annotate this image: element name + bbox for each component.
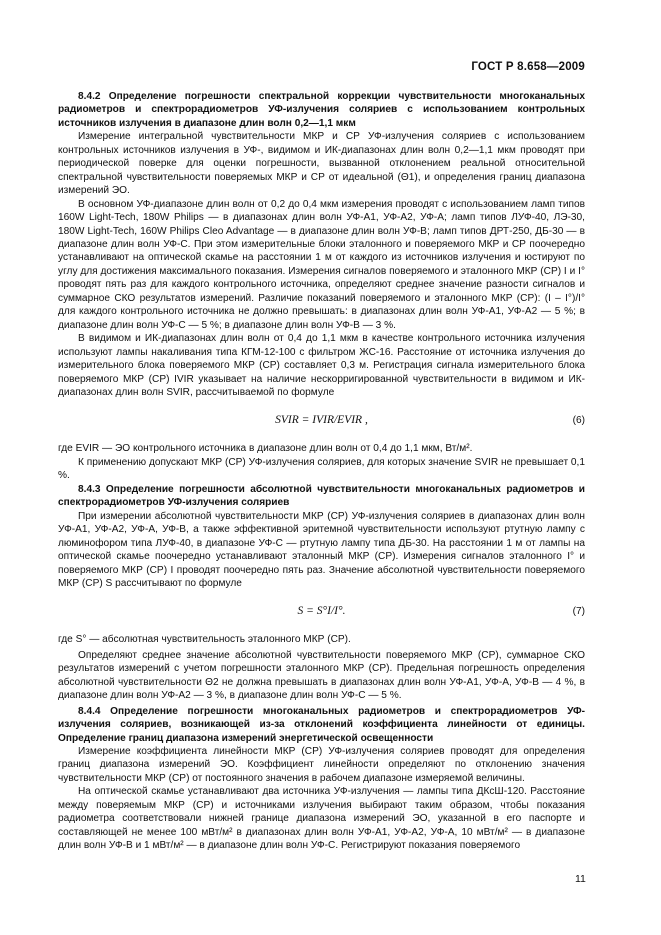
formula-6-expression: SVIR = IVIR/EVIR , [275,414,368,427]
formula-6 [58,414,585,428]
formula-7 [58,605,585,619]
section-heading-8-4-2: 8.4.2 Определение погрешности спектральной коррекции чувствительности многоканальных радиометров и спектрорадиометров УФ-излучения соляриев с использованием контрольных источников излучения в диапазоне длин волн 0,2—1,1 мкм [58,91,585,129]
formula-explanation: где EVIR — ЭО контрольного источника в диапазоне длин волн от 0,4 до 1,1 мкм, Вт/м². [58,443,473,455]
paragraph: К применению допускают МКР (СР) УФ-излучения соляриев, для которых значение SVIR не превышает 0,1 %. [58,456,585,482]
section-heading-8-4-4: 8.4.4 Определение погрешности многоканальных радиометров и спектрорадиометров УФ-излучения соляриев, возникающей из-за отклонений коэффициента линейности от единицы. Определение границ диапазона измерений энергетической освещенности [58,705,585,744]
paragraph: В основном УФ-диапазоне длин волн от 0,2 до 0,4 мкм измерения проводят с использованием ламп типов 160W Light-Tech, 180W Philips — в диапазонах длин волн УФ-А1, УФ-А2, УФ-А; ламп типов ЛУФ-40, ЛЭ-30, 180W Light-Tech, 160W Philips Cleo Advantage — в диапазоне длин волн УФ-В; ламп типов ДРТ-250, ДБ-30 — в диапазоне длин волн УФ-С. При этом измерительные блоки эталонного и поверяемого МКР и СР поочередно устанавливают на оптической скамье на расстоянии 1 м от каждого из источников излучения и юстируют по углу для достижения максимального показания. Измерения сигналов поверяемого и эталонного МКР (СР) I и I° проводят пять раз для каждого контрольного источника, определяют среднее значение разности сигналов и суммарное СКО результатов измерений. Различие показаний поверяемого и эталонного МКР (СР): (I – I°)/I° для каждого контрольного источника не должно превышать: в диапазонах длин волн УФ-А1, УФ-А2 — 5 %; в диапазоне длин волн УФ-С — 5 %; в диапазоне длин волн УФ-В — 3 %. [58,198,585,331]
paragraph: При измерении абсолютной чувствительности МКР (СР) УФ-излучения соляриев в диапазонах длин волн УФ-А1, УФ-А2, УФ-А, УФ-В, а также эффективной эритемной чувствительности используют ртутную лампу с люминофором типа ЛУФ-40, в диапазоне УФ-С — ртутную лампу типа ДБ-30. На расстоянии 1 м от лампы на оптической скамье поочередно устанавливают эталонный МКР (СР). Измерения сигналов эталонного I° и поверяемого МКР (СР) I проводят поочередно пять раз. Значение абсолютной чувствительности поверяемого МКР (СР) S рассчитывают по формуле [58,510,585,589]
section-heading-8-4-3: 8.4.3 Определение погрешности абсолютной чувствительности многоканальных радиометров и спектрорадиометров УФ-излучения соляриев [58,483,585,509]
document-body [58,90,585,853]
paragraph: Измерение коэффициента линейности МКР (СР) УФ-излучения соляриев проводят для определения границ диапазона измерений ЭО. Коэффициент линейности определяют по отклонению значения чувствительности МКР (СР) от постоянного значения в рабочем диапазоне измеряемой величины. [58,746,585,784]
formula-7-number: (7) [572,606,585,618]
formula-explanation: где S° — абсолютная чувствительность эталонного МКР (СР). [58,634,351,646]
paragraph: На оптической скамье устанавливают два источника УФ-излучения — лампы типа ДКсШ-120. Расстояние между поверяемым МКР (СР) и источниками излучения выбирают таким образом, чтобы показания радиометра соответствовали нижней границе диапазона измерений ЭО, указанной в его паспорте и составляющей не менее 100 мВт/м² в диапазонах длин волн УФ-А1, УФ-А2, УФ-А, 10 мВт/м² — в диапазоне длин волн УФ-В и 1 мВт/м² — в диапазоне длин волн УФ-С. Регистрируют показания поверяемого [58,786,585,852]
formula-7-expression: S = S°I/I°. [297,605,346,618]
formula-6-number: (6) [572,415,585,427]
page-number: 11 [575,873,586,885]
paragraph: Измерение интегральной чувствительности МКР и СР УФ-излучения соляриев с использованием контрольных источников излучения в УФ-, видимом и ИК-диапазонах длин волн 0,2—1,1 мкм проводят при периодической поверке для оценки погрешности, вызванной отклонением реальной относительной спектральной чувствительности поверяемых МКР и СР от идеальной (Θ1), и определения границ диапазона измерений ЭО. [58,131,585,197]
paragraph: В видимом и ИК-диапазонах длин волн от 0,4 до 1,1 мкм в качестве контрольного источника излучения используют лампы накаливания типа КГМ-12-100 с фильтром ЖС-16. Расстояние от источника излучения до измерительного блока поверяемого МКР (СР) составляет 0,3 м. Регистрация сигнала измерительного блока поверяемого МКР (СР) IVIR указывает на наличие нескорригированной чувствительности в видимом и ИК-диапазонах длин волн SVIR, рассчитываемой по формуле [58,333,585,398]
standard-code: ГОСТ Р 8.658—2009 [471,61,585,73]
paragraph: Определяют среднее значение абсолютной чувствительности поверяемого МКР (СР), суммарное СКО результатов измерений с учетом погрешности эталонного МКР (СР). Предельная погрешность определения абсолютной чувствительности Θ2 не должна превышать в диапазонах длин волн УФ-А1, УФ-А, УФ-В — 4 %, в диапазоне длин волн УФ-А2 — 3 %, в диапазоне длин волн УФ-С — 5 %. [58,649,585,702]
